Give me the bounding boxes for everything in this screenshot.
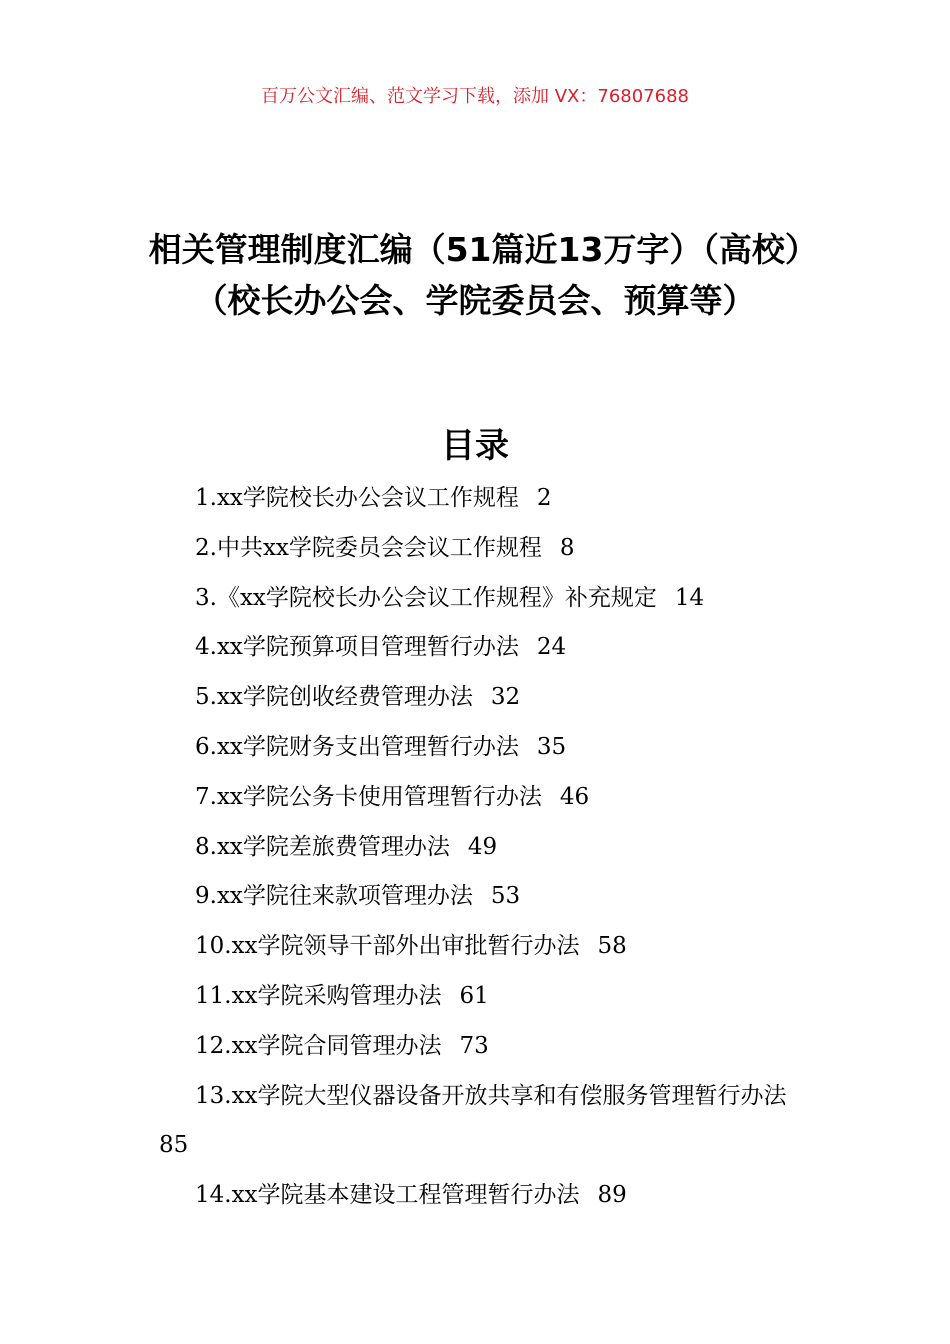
toc-item-label: 13.xx学院大型仪器设备开放共享和有偿服务管理暂行办法 (195, 1082, 787, 1109)
toc-item[interactable] (0, 1171, 950, 1221)
toc-item-page: 46 (559, 783, 590, 810)
toc-item-label: 4.xx学院预算项目管理暂行办法 (195, 634, 519, 661)
toc-item[interactable] (0, 1022, 950, 1072)
toc-heading: 目录 (441, 426, 509, 466)
toc-item-page: 61 (459, 982, 489, 1009)
toc-item-page: 32 (490, 684, 521, 711)
toc-item[interactable] (0, 1072, 950, 1172)
toc-item[interactable] (0, 823, 950, 873)
toc-item-label: 14.xx学院基本建设工程管理暂行办法 (195, 1182, 580, 1209)
toc-item-page: 24 (536, 634, 567, 661)
toc-item-page: 85 (159, 1132, 189, 1159)
toc-item-label: 2.中共xx学院委员会会议工作规程 (195, 534, 542, 561)
toc-item[interactable] (0, 723, 950, 773)
toc-item-label: 8.xx学院差旅费管理办法 (195, 833, 450, 860)
toc-item-label: 11.xx学院采购管理办法 (195, 982, 442, 1009)
toc-item-label: 10.xx学院领导干部外出审批暂行办法 (195, 933, 580, 960)
toc-item-page: 58 (597, 933, 627, 960)
table-of-contents (0, 474, 950, 1221)
toc-item[interactable] (0, 872, 950, 922)
toc-item-label: 6.xx学院财务支出管理暂行办法 (195, 733, 519, 760)
toc-item[interactable] (0, 474, 950, 524)
toc-item[interactable] (0, 623, 950, 673)
toc-item[interactable] (0, 574, 950, 624)
toc-item[interactable] (0, 773, 950, 823)
toc-item-label: 5.xx学院创收经费管理办法 (195, 684, 473, 711)
toc-item-label: 12.xx学院合同管理办法 (195, 1032, 442, 1059)
toc-item-label: 1.xx学院校长办公会议工作规程 (195, 485, 519, 511)
toc-item[interactable] (0, 673, 950, 723)
toc-item-page: 73 (459, 1032, 489, 1059)
toc-item[interactable] (0, 524, 950, 574)
toc-item-page: 35 (536, 733, 567, 760)
toc-item-label: 7.xx学院公务卡使用管理暂行办法 (195, 783, 542, 810)
toc-item-label: 3.《xx学院校长办公会议工作规程》补充规定 (195, 584, 657, 611)
toc-item[interactable] (0, 972, 950, 1022)
header-banner: 百万公文汇编、范文学习下载，添加 VX：76807688 (261, 86, 689, 107)
toc-item-label: 9.xx学院往来款项管理办法 (195, 883, 473, 910)
toc-item-page: 8 (559, 534, 575, 561)
toc-item-page: 2 (536, 485, 552, 511)
toc-item-page: 49 (467, 833, 498, 860)
document-title: 相关管理制度汇编（51篇近13万字）（高校）（校长办公会、学院委员会、预算等） (148, 230, 802, 320)
toc-item-page: 89 (597, 1182, 627, 1209)
toc-item-page: 14 (674, 584, 705, 611)
toc-item-page: 53 (490, 883, 521, 910)
toc-item[interactable] (0, 922, 950, 972)
